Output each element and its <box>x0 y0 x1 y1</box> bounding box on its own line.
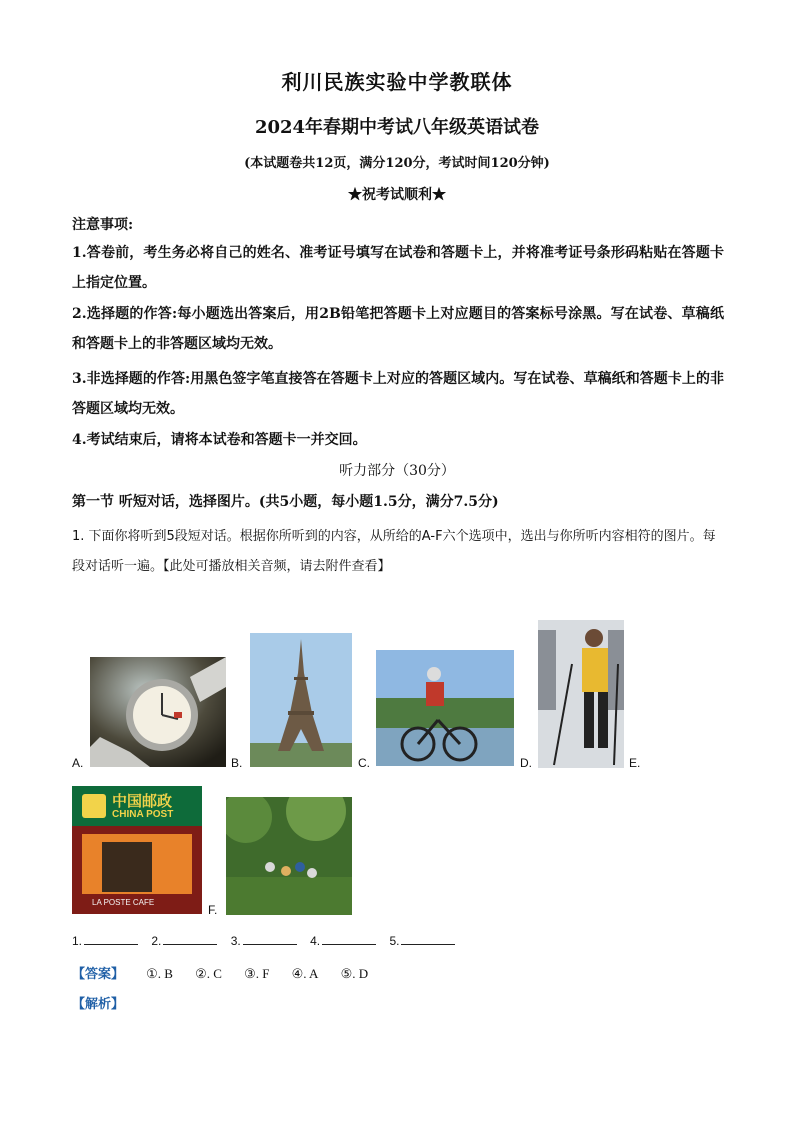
note-item-1: 1.答卷前，考生务必将自己的姓名、准考证号填写在试卷和答题卡上，并将准考证号条形码粘贴在答题卡上指定位置。 <box>72 245 724 291</box>
note-item-4: 4.考试结束后，请将本试卷和答题卡一并交回。 <box>72 432 367 448</box>
school-title: 利川民族实验中学教联体 <box>281 70 513 94</box>
answer-item: ③. F <box>244 966 270 981</box>
note-item-2: 2.选择题的作答:每小题选出答案后，用2B铅笔把答题卡上对应题目的答案标号涂黑。写在试卷、草稿纸和答题卡上的非答题区域均无效。 <box>72 306 724 352</box>
answer-blanks <box>72 932 465 948</box>
question-text: 1. 下面你将听到5段短对话。根据你所听到的内容，从所给的A-F六个选项中，选出与你所听内容相符的图片。每段对话听一遍。【此处可播放相关音频，请去附件查看】 <box>72 529 716 574</box>
answer-item: ②. C <box>195 966 222 981</box>
blank-label-3: 3. <box>230 934 241 948</box>
option-a-label: A. <box>72 756 84 770</box>
option-e-label: E. <box>629 756 641 770</box>
option-d-label: D. <box>520 756 532 770</box>
good-luck-line: ★祝考试顺利★ <box>348 187 446 203</box>
answer-item: ④. A <box>291 966 319 981</box>
blank-label-4: 4. <box>310 934 321 948</box>
blank-label-5: 5. <box>389 934 400 948</box>
option-c-cyclist-image <box>376 650 514 766</box>
notes-heading: 注意事项: <box>72 217 134 233</box>
china-post-sign-text: 中国邮政 <box>112 792 173 810</box>
answer-row <box>72 963 368 982</box>
option-f-label: F. <box>208 903 218 917</box>
option-b-label: B. <box>231 756 243 770</box>
note-item-3: 3.非选择题的作答:用黑色签字笔直接答在答题卡上对应的答题区域内。写在试卷、草稿纸和答题卡上的非答题区域均无效。 <box>72 371 724 417</box>
section-title: 第一节 听短对话，选择图片。(共5小题，每小题1.5分，满分7.5分) <box>72 494 499 510</box>
option-e-china-post-image <box>72 786 202 914</box>
answer-tag: 【答案】 <box>72 967 125 982</box>
exam-title: 2024年春期中考试八年级英语试卷 <box>254 117 540 138</box>
answer-item: ①. B <box>146 966 173 981</box>
answer-blank[interactable] <box>84 932 138 945</box>
option-f-forest-image <box>226 797 352 915</box>
listening-part-title: 听力部分（30分） <box>339 463 455 479</box>
exam-info: (本试题卷共12页，满分120分，考试时间120分钟) <box>244 156 550 171</box>
option-b-eiffel-image <box>250 633 352 767</box>
china-post-english-text: CHINA POST <box>112 809 174 820</box>
answer-item: ⑤. D <box>340 966 369 981</box>
answer-blank[interactable] <box>163 932 217 945</box>
blank-label-1: 1. <box>72 934 83 948</box>
option-c-label: C. <box>358 756 370 770</box>
answer-blank[interactable] <box>401 932 455 945</box>
analysis-tag: 【解析】 <box>72 997 125 1012</box>
cafe-sign-text: LA POSTE CAFE <box>92 898 155 907</box>
option-a-watch-image <box>90 657 226 767</box>
china-post-logo-icon <box>82 794 106 818</box>
answer-blank[interactable] <box>243 932 297 945</box>
answer-blank[interactable] <box>322 932 376 945</box>
option-d-crutches-image <box>538 620 624 768</box>
blank-label-2: 2. <box>151 934 162 948</box>
